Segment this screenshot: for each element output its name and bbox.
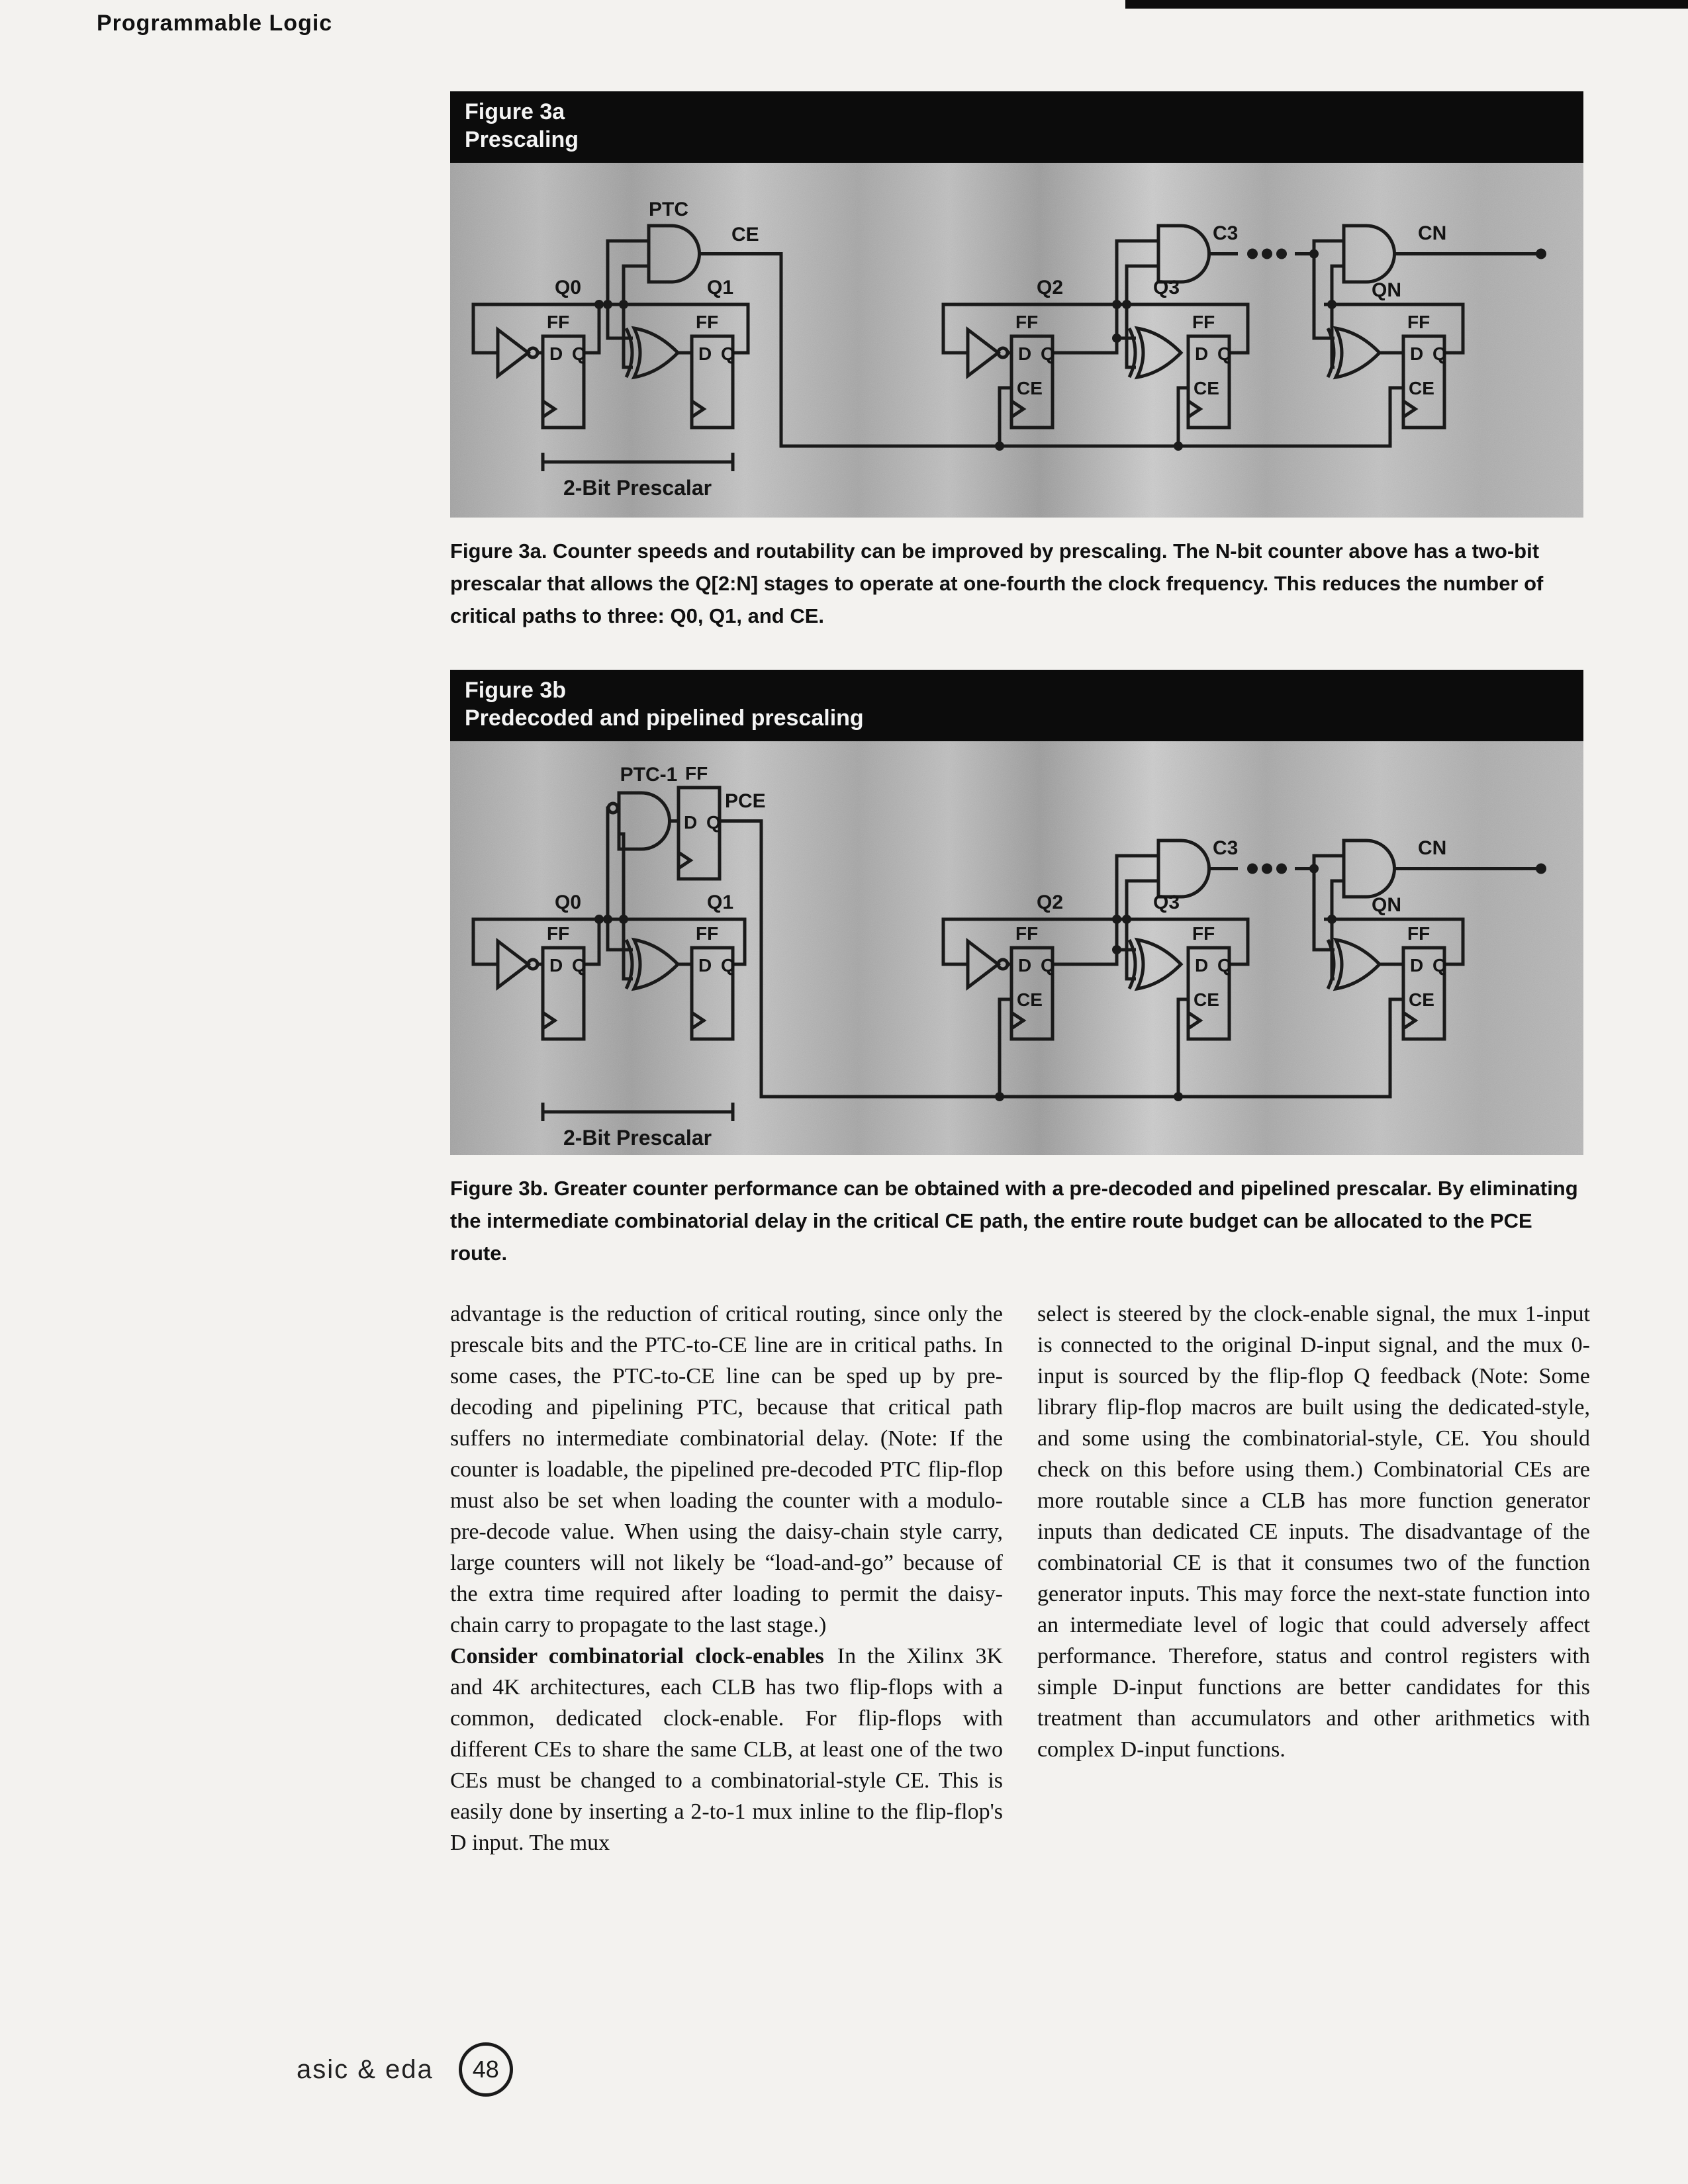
figure-3a-title: Prescaling <box>465 127 579 152</box>
label-ff: FF <box>1407 312 1430 332</box>
pin-d: D <box>684 812 698 833</box>
body-paragraph-text: In the Xilinx 3K and 4K architectures, each CLB has two flip-flops with a common, dedicated clock-enable. For flip-flops with different CEs to share the same CLB, at least one of the two CEs must be changed to a combinatorial-style CE. This is easily done by inserting a 2-to-1 mux inline to the flip-flop's D input. The mux <box>450 1644 1003 1855</box>
pin-ce: CE <box>1409 378 1434 398</box>
figure-3b-title-bar <box>450 670 1583 741</box>
pin-q: Q <box>1041 955 1055 976</box>
label-qn: QN <box>1372 894 1401 916</box>
figure-3b-schematic <box>450 741 1583 1155</box>
label-c3: C3 <box>1213 837 1239 859</box>
pin-ce: CE <box>1409 989 1434 1010</box>
label-ptc1: PTC-1 <box>620 764 678 786</box>
article-body <box>450 1298 1590 1858</box>
figure-3b-number: Figure 3b <box>465 678 567 703</box>
figure-3b <box>450 670 1583 1269</box>
label-cn: CN <box>1418 837 1447 859</box>
label-q3: Q3 <box>1153 891 1180 913</box>
pin-q: Q <box>721 955 735 976</box>
pin-q: Q <box>572 955 586 976</box>
label-prescalar: 2-Bit Prescalar <box>563 476 712 500</box>
label-ff: FF <box>1192 923 1215 944</box>
figure-3a-schematic <box>450 163 1583 518</box>
figure-3a-title-bar <box>450 91 1583 163</box>
label-ce: CE <box>731 224 759 246</box>
label-q0: Q0 <box>555 891 582 913</box>
label-cn: CN <box>1418 222 1447 244</box>
body-paragraph-text: advantage is the reduction of critical routing, since only the prescale bits and the PTC-to-CE line are in critical paths. In some cases, the PTC-to-CE line can be sped up by pre-decoding and pipelining PTC, because that critical path suffers no intermediate combinatorial delay. (Note: If the counter is loadable, the pipelined pre-decoded PTC flip-flop must also be set when loading the counter with a modulo-pre-decode value. When using the daisy-chain style carry, large counters will not likely be “load-and-go” because of the extra time required after loading to permit the daisy-chain carry to propagate to the last stage.) <box>450 1302 1003 1637</box>
pin-d: D <box>698 955 712 976</box>
label-ff: FF <box>1015 312 1039 332</box>
magazine-name: asic & eda <box>297 2054 434 2084</box>
pin-d: D <box>549 955 563 976</box>
pin-d: D <box>1018 343 1032 364</box>
label-q1: Q1 <box>707 891 734 913</box>
figure-3a-number: Figure 3a <box>465 99 565 124</box>
pin-d: D <box>1410 343 1424 364</box>
pin-d: D <box>698 343 712 364</box>
page-header: Programmable Logic <box>97 11 333 36</box>
pin-q: Q <box>1432 955 1447 976</box>
label-ff: FF <box>685 763 708 784</box>
figure-3a <box>450 91 1583 632</box>
label-q1: Q1 <box>707 277 734 298</box>
label-q3: Q3 <box>1153 277 1180 298</box>
scan-artifact-bar <box>1125 0 1688 9</box>
body-paragraph <box>450 1298 1003 1641</box>
body-column-1 <box>450 1298 1003 1858</box>
label-ff: FF <box>1015 923 1039 944</box>
body-paragraph <box>1037 1298 1590 1765</box>
pin-q: Q <box>721 343 735 364</box>
page-number-badge: 48 <box>459 2042 513 2097</box>
label-ptc: PTC <box>649 199 688 220</box>
pin-q: Q <box>1432 343 1447 364</box>
label-ff: FF <box>1192 312 1215 332</box>
pin-q: Q <box>572 343 586 364</box>
label-ff: FF <box>1407 923 1430 944</box>
body-paragraph-text: select is steered by the clock-enable signal, the mux 1-input is connected to the original D-input signal, and the mux 0-input is sourced by the flip-flop Q feedback (Note: Some library flip-flop macros are built using the dedicated-style, and some using the combinatorial-style, CE. You should check on this before using them.) Combinatorial CEs are more routable since a CLB has more function generator inputs than dedicated CE inputs. The disadvantage of the combinatorial CE is that it consumes two of the function generator inputs. This may force the next-state function into an intermediate level of logic that could adversely affect performance. Therefore, status and control registers with simple D-input functions are better candidates for this treatment than accumulators and other arithmetics with complex D-input functions. <box>1037 1302 1590 1762</box>
body-column-2 <box>1037 1298 1590 1858</box>
pin-q: Q <box>706 812 721 833</box>
figure-3b-caption: Figure 3b. Greater counter performance can be obtained with a pre-decoded and pipelined prescalar. By eliminating the intermediate combinatorial delay in the critical CE path, the entire route budget can be allocated to the PCE route. <box>450 1177 1578 1265</box>
figure-3a-caption: Figure 3a. Counter speeds and routability can be improved by prescaling. The N-bit counter above has a two-bit prescalar that allows the Q[2:N] stages to operate at one-fourth the clock frequency. This reduces the number of critical paths to three: Q0, Q1, and CE. <box>450 539 1544 627</box>
pin-d: D <box>549 343 563 364</box>
label-ff: FF <box>696 312 719 332</box>
pin-d: D <box>1195 343 1209 364</box>
pin-q: Q <box>1041 343 1055 364</box>
label-c3: C3 <box>1213 222 1239 244</box>
figure-3b-title: Predecoded and pipelined prescaling <box>465 705 864 731</box>
pin-ce: CE <box>1194 378 1219 398</box>
pin-d: D <box>1410 955 1424 976</box>
pin-q: Q <box>1217 343 1232 364</box>
pin-ce: CE <box>1017 989 1043 1010</box>
label-ff: FF <box>547 923 570 944</box>
pin-ce: CE <box>1194 989 1219 1010</box>
label-prescalar: 2-Bit Prescalar <box>563 1126 712 1150</box>
label-ff: FF <box>696 923 719 944</box>
label-q2: Q2 <box>1037 277 1064 298</box>
page-footer <box>297 2042 513 2097</box>
label-qn: QN <box>1372 279 1401 301</box>
label-q2: Q2 <box>1037 891 1064 913</box>
body-paragraph <box>450 1641 1003 1858</box>
pin-ce: CE <box>1017 378 1043 398</box>
label-pce: PCE <box>725 790 766 812</box>
pin-q: Q <box>1217 955 1232 976</box>
label-ff: FF <box>547 312 570 332</box>
pin-d: D <box>1195 955 1209 976</box>
pin-d: D <box>1018 955 1032 976</box>
section-heading: Consider combinatorial clock-enables <box>450 1644 824 1668</box>
label-q0: Q0 <box>555 277 582 298</box>
